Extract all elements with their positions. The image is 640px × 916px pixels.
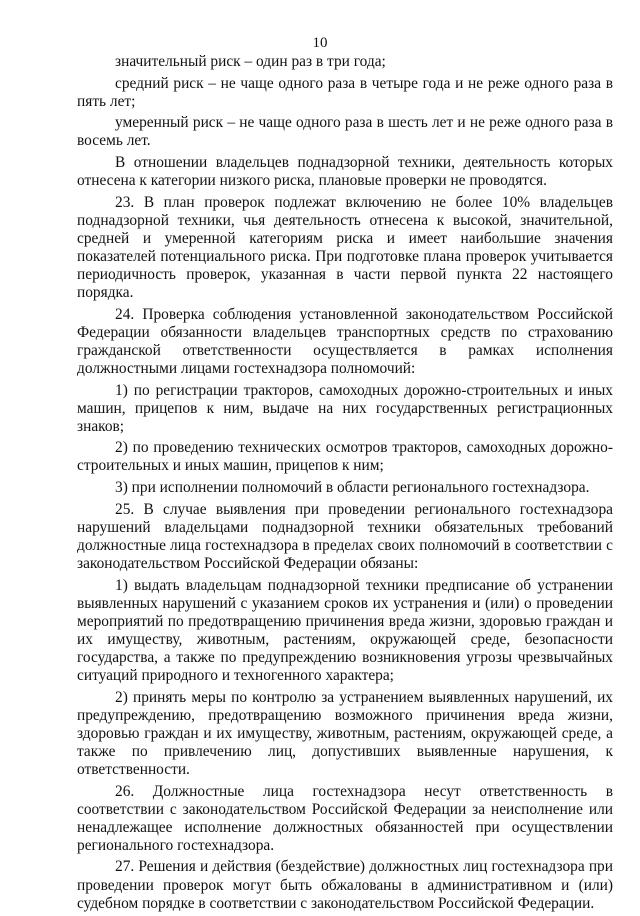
paragraph-risk-moderate: умеренный риск – не чаще одного раза в шесть лет и не реже одного раза в восемь лет. (77, 114, 613, 150)
paragraph-risk-medium: средний риск – не чаще одного раза в четыре года и не реже одного раза в пять лет; (77, 74, 613, 110)
paragraph-25-item-1: 1) выдать владельцам поднадзорной техники предписание об устранении выявленных нарушений с указанием сроков их устранения и (или) о проведении мероприятий по предотвращению причинения вреда жизни, здоровью граждан и их имуществу, животным, растениям, окружающей среде, безопасности государства, а также по предупреждению возникновения угрозы чрезвычайных ситуаций природного и техногенного характера; (77, 576, 613, 684)
paragraph-23: 23. В план проверок подлежат включению не более 10% владельцев поднадзорной техники, чья деятельность отнесена к высокой, значительной, средней и умеренной категориям риска и имеет наибольшие значения показателей потенциального риска. При подготовке плана проверок учитывается периодичность проверок, указанная в части первой пункта 22 настоящего порядка. (77, 193, 613, 302)
page-number: 10 (312, 35, 328, 51)
paragraph-24-item-2: 2) по проведению технических осмотров тракторов, самоходных дорожно-строительных и иных машин, прицепов к ним; (77, 439, 613, 475)
paragraph-24-item-1: 1) по регистрации тракторов, самоходных дорожно-строительных и иных машин, прицепов к ним, выдаче на них государственных регистрационных знаков; (77, 381, 613, 435)
paragraph-26: 26. Должностные лица гостехнадзора несут ответственность в соответствии с законодательством Российской Федерации за неисполнение или ненадлежащее исполнение должностных обязанностей при осуществлении регионального гостехнадзора. (77, 782, 613, 854)
document-body (77, 53, 613, 916)
paragraph-25: 25. В случае выявления при проведении регионального гостехнадзора нарушений владельцами поднадзорной техники обязательных требований должностные лица гостехнадзора в пределах своих полномочий в соответствии с законодательством Российской Федерации обязаны: (77, 500, 613, 572)
paragraph-25-item-2: 2) принять меры по контролю за устранением выявленных нарушений, их предупреждению, предотвращению возможного причинения вреда жизни, здоровью граждан и их имуществу, животным, растениям, окружающей среде, а также по привлечению лиц, допустивших выявленные нарушения, к ответственности. (77, 688, 613, 778)
paragraph-27: 27. Решения и действия (бездействие) должностных лиц гостехнадзора при проведении проверок могут быть обжалованы в административном и (или) судебном порядке в соответствии с законодательством Российской Федерации. (77, 858, 613, 912)
paragraph-low-risk: В отношении владельцев поднадзорной техники, деятельность которых отнесена к категории низкого риска, плановые проверки не проводятся. (77, 153, 613, 190)
paragraph-risk-significant: значительный риск – один раз в три года; (115, 53, 386, 70)
paragraph-24: 24. Проверка соблюдения установленной законодательством Российской Федерации обязанности владельцев транспортных средств по страхованию гражданской ответственности осуществляется в рамках исполнения должностными лицами гостехнадзора полномочий: (77, 305, 613, 377)
paragraph-24-item-3: 3) при исполнении полномочий в области регионального гостехнадзора. (115, 479, 590, 497)
